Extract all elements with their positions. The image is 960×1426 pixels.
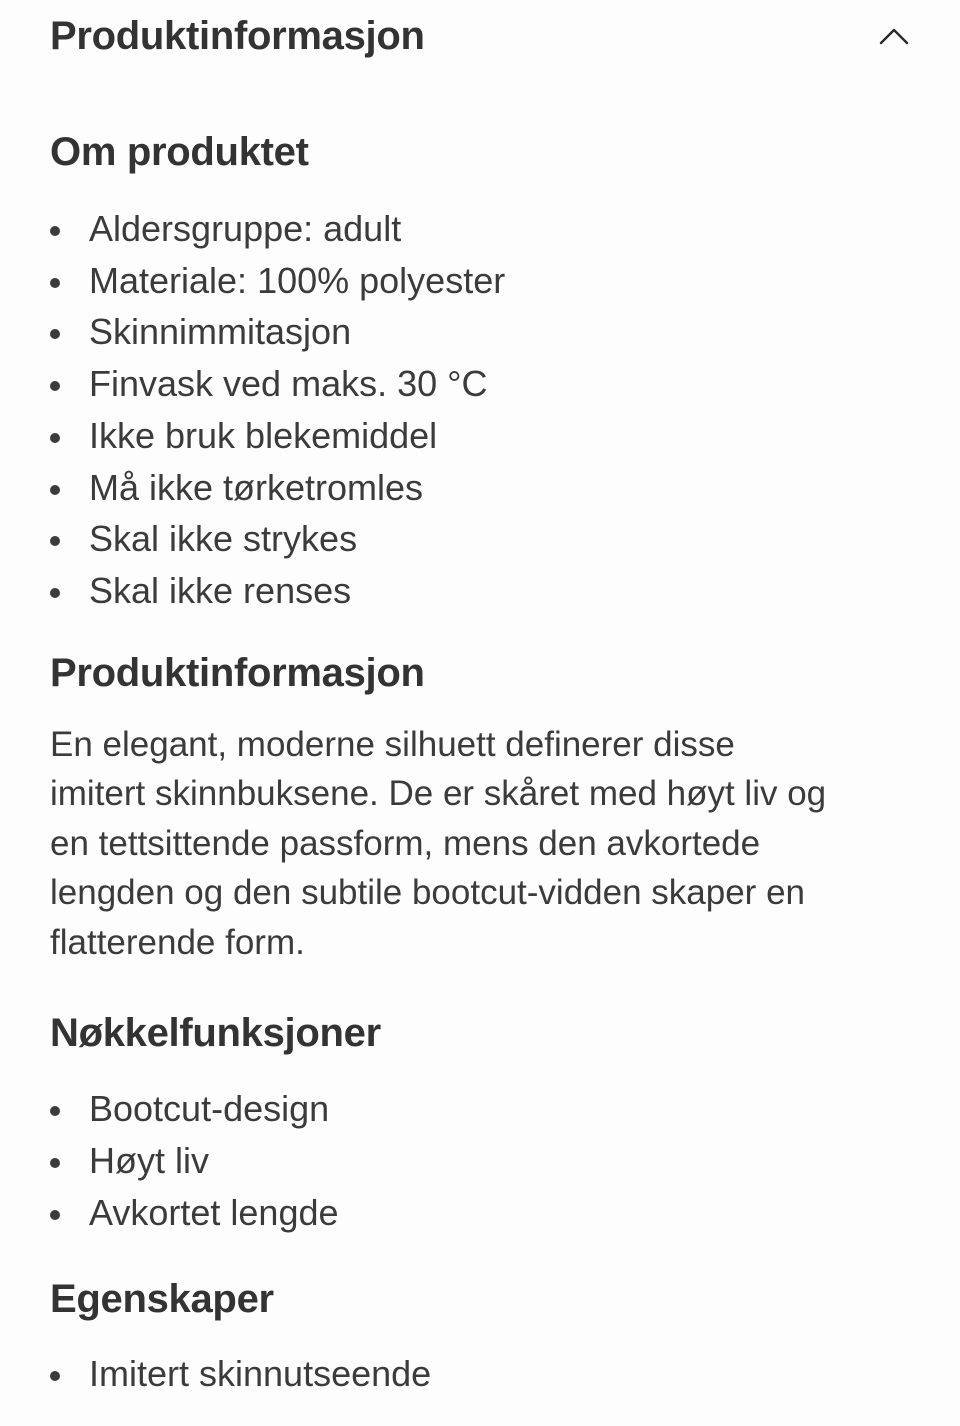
list-item: Avkortet lengde bbox=[50, 1187, 910, 1239]
accordion-title: Produktinformasjon bbox=[50, 13, 425, 58]
about-section bbox=[50, 124, 910, 617]
about-list bbox=[50, 203, 910, 617]
list-item: Aldersgruppe: adult bbox=[50, 203, 910, 255]
list-item: Finvask ved maks. 30 °C bbox=[50, 358, 910, 410]
description-line: imitert skinnbuksene. De er skåret med høyt liv og bbox=[50, 774, 827, 814]
product-info-section bbox=[50, 645, 910, 968]
product-info-heading: Produktinformasjon bbox=[50, 650, 425, 695]
list-item: Ikke bruk blekemiddel bbox=[50, 410, 910, 462]
key-features-list bbox=[50, 1083, 910, 1238]
list-item: Skal ikke renses bbox=[50, 565, 910, 617]
properties-heading: Egenskaper bbox=[50, 1277, 274, 1322]
list-item: Imitert skinnutseende bbox=[50, 1348, 910, 1400]
description-line: flatterende form. bbox=[50, 922, 305, 962]
accordion-content bbox=[50, 124, 910, 1400]
list-item: Høyt liv bbox=[50, 1135, 910, 1187]
list-item: Bootcut-design bbox=[50, 1083, 910, 1135]
product-description bbox=[50, 720, 910, 968]
description-line: lengden og den subtile bootcut-vidden skaper en bbox=[50, 873, 805, 913]
properties-list bbox=[50, 1348, 910, 1400]
about-heading: Om produktet bbox=[50, 130, 309, 174]
list-item: Skal ikke strykes bbox=[50, 513, 910, 565]
accordion-header-product-info[interactable] bbox=[50, 8, 920, 64]
list-item: Materiale: 100% polyester bbox=[50, 255, 910, 307]
description-line: en tettsittende passform, mens den avkortede bbox=[50, 823, 761, 863]
description-line: En elegant, moderne silhuett definerer disse bbox=[50, 724, 735, 764]
key-features-section bbox=[50, 1005, 910, 1238]
chevron-up-icon[interactable] bbox=[878, 20, 910, 52]
properties-section bbox=[50, 1271, 910, 1400]
key-features-heading: Nøkkelfunksjoner bbox=[50, 1011, 381, 1056]
list-item: Skinnimmitasjon bbox=[50, 306, 910, 358]
list-item: Må ikke tørketromles bbox=[50, 462, 910, 514]
